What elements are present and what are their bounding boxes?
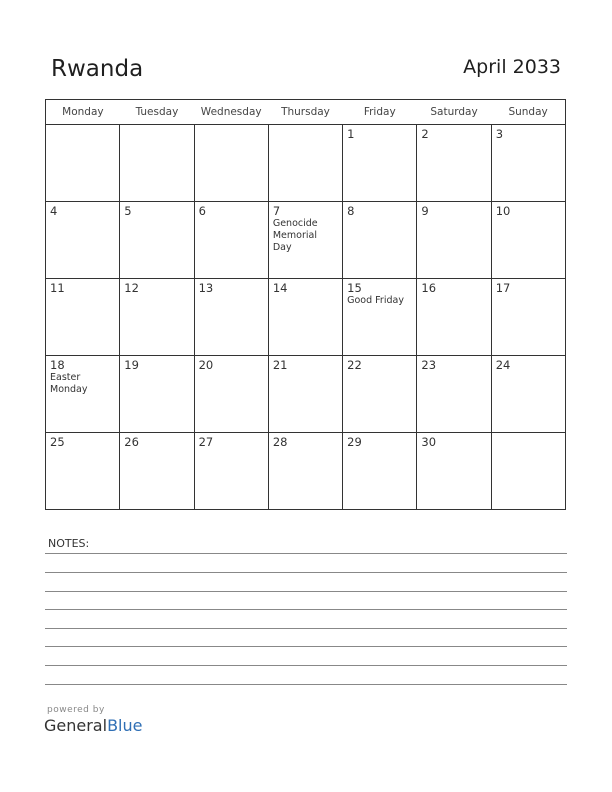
- day-number: 26: [124, 435, 139, 449]
- powered-by-text: powered by: [47, 705, 105, 715]
- day-cell: [46, 356, 120, 433]
- week-row: [46, 279, 566, 356]
- day-number: 30: [421, 435, 437, 449]
- day-cell: [268, 202, 342, 279]
- notes-label: NOTES:: [48, 537, 90, 550]
- day-cell: [46, 202, 120, 279]
- brand-general-text: General: [44, 716, 108, 735]
- day-cell: [194, 279, 268, 356]
- day-cell: [194, 433, 268, 510]
- day-cell: [46, 125, 120, 202]
- day-cell: [46, 279, 120, 356]
- day-number: 9: [421, 204, 429, 218]
- country-title: Rwanda: [51, 56, 144, 82]
- month-year-title: April 2033: [463, 56, 561, 78]
- day-cell: [120, 356, 194, 433]
- day-number: 16: [421, 281, 437, 295]
- day-cell: [194, 125, 268, 202]
- calendar-body: [46, 125, 566, 510]
- weekday-header: Sunday: [491, 100, 565, 125]
- note-line: [45, 684, 567, 685]
- day-number: 20: [198, 358, 214, 372]
- day-cell: [491, 356, 565, 433]
- day-number: 8: [347, 204, 355, 218]
- weekday-header: Saturday: [417, 100, 491, 125]
- day-cell: [268, 125, 342, 202]
- day-cell: [491, 202, 565, 279]
- day-number: 1: [347, 127, 355, 141]
- note-line: [45, 591, 567, 592]
- weekday-header: Tuesday: [120, 100, 194, 125]
- day-number: 12: [124, 281, 139, 295]
- day-number: 23: [421, 358, 437, 372]
- day-number: 11: [50, 281, 65, 295]
- day-number: 5: [124, 204, 132, 218]
- day-number: 28: [272, 435, 288, 449]
- day-cell: [343, 202, 417, 279]
- week-row: [46, 433, 566, 510]
- week-row: [46, 125, 566, 202]
- day-cell: [46, 433, 120, 510]
- day-number: 17: [495, 281, 511, 295]
- day-cell: [120, 279, 194, 356]
- week-row: [46, 202, 566, 279]
- day-cell: [417, 279, 491, 356]
- day-number: 13: [198, 281, 214, 295]
- day-cell: [491, 433, 565, 510]
- weekday-header: Thursday: [268, 100, 342, 125]
- day-cell: [491, 279, 565, 356]
- note-line: [45, 646, 567, 647]
- day-cell: [343, 356, 417, 433]
- day-number: 6: [198, 204, 206, 218]
- day-cell: [417, 356, 491, 433]
- day-number: 3: [495, 127, 504, 141]
- day-number: 29: [347, 435, 362, 449]
- day-number: 25: [50, 435, 65, 449]
- day-cell: [268, 279, 342, 356]
- holiday-label: Genocide Memorial Day: [272, 218, 318, 253]
- day-number: 15: [347, 281, 362, 295]
- day-number: 27: [198, 435, 214, 449]
- week-row: [46, 356, 566, 433]
- day-cell: [194, 356, 268, 433]
- day-number: 4: [50, 204, 58, 218]
- holiday-label: Good Friday: [347, 295, 404, 306]
- day-cell: [343, 279, 417, 356]
- weekday-header: Wednesday: [194, 100, 268, 125]
- generalblue-logo[interactable]: [44, 716, 142, 735]
- day-number: 24: [495, 358, 511, 372]
- day-number: 22: [347, 358, 362, 372]
- calendar-grid: [45, 99, 566, 510]
- day-number: 18: [50, 358, 65, 372]
- note-line: [45, 572, 567, 573]
- day-number: 14: [272, 281, 288, 295]
- day-cell: [343, 125, 417, 202]
- day-number: 7: [272, 204, 281, 218]
- note-line: [45, 553, 567, 554]
- weekday-header: Friday: [343, 100, 417, 125]
- day-number: 2: [421, 127, 429, 141]
- weekday-header-row: [46, 100, 566, 125]
- weekday-header: Monday: [46, 100, 120, 125]
- day-cell: [417, 433, 491, 510]
- day-cell: [417, 202, 491, 279]
- note-line: [45, 628, 567, 629]
- holiday-label: Easter Monday: [50, 372, 88, 395]
- note-line: [45, 609, 567, 610]
- day-cell: [268, 356, 342, 433]
- day-cell: [194, 202, 268, 279]
- day-number: 19: [124, 358, 139, 372]
- brand-blue-text: Blue: [107, 716, 143, 735]
- day-cell: [120, 202, 194, 279]
- note-line: [45, 665, 567, 666]
- day-cell: [417, 125, 491, 202]
- day-cell: [491, 125, 565, 202]
- day-cell: [343, 433, 417, 510]
- day-cell: [120, 125, 194, 202]
- day-number: 10: [495, 204, 511, 218]
- day-cell: [268, 433, 342, 510]
- day-number: 21: [272, 358, 288, 372]
- day-cell: [120, 433, 194, 510]
